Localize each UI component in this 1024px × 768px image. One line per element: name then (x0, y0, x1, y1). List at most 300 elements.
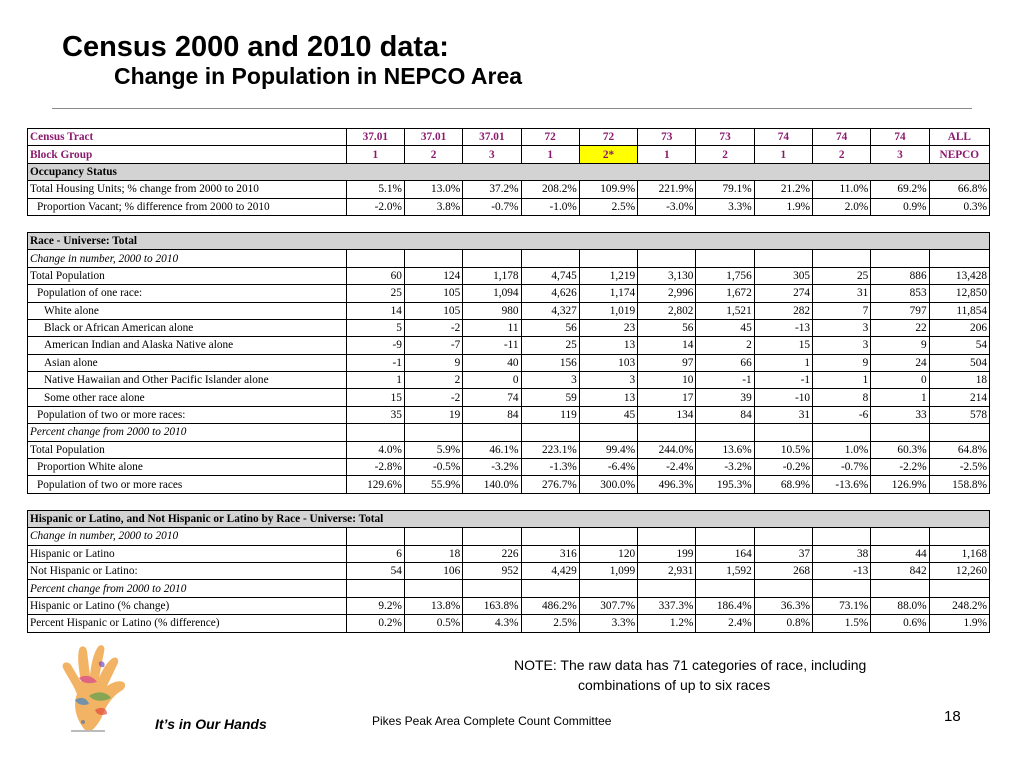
table-cell: 84 (696, 406, 754, 423)
empty-cell (346, 528, 404, 545)
empty-cell (754, 580, 812, 597)
table-cell: 105 (404, 302, 462, 319)
table-cell: 56 (638, 319, 696, 336)
empty-cell (813, 424, 871, 441)
row-label: Hispanic or Latino (% change) (28, 597, 347, 614)
table-cell: 21.2% (754, 181, 812, 198)
table-cell: 156 (521, 354, 579, 371)
table-cell: 1,672 (696, 285, 754, 302)
table-cell: 10.5% (754, 441, 812, 458)
table-cell: 206 (929, 319, 989, 336)
table-cell: 2,931 (638, 562, 696, 579)
row-label: Black or African American alone (28, 319, 347, 336)
table-cell: 0.6% (871, 615, 929, 632)
table-cell: 99.4% (579, 441, 637, 458)
subsection-caption: Change in number, 2000 to 2010 (28, 528, 347, 545)
table-cell: 36.3% (754, 597, 812, 614)
table-cell: 2.5% (579, 198, 637, 215)
empty-cell (813, 528, 871, 545)
table-cell: -6.4% (579, 459, 637, 476)
table-cell: -3.2% (463, 459, 521, 476)
subsection-caption-row (28, 580, 990, 597)
header-cell: 37.01 (463, 129, 521, 146)
header-cell: 2* (579, 146, 637, 163)
header-cell: 37.01 (404, 129, 462, 146)
header-cell: 1 (346, 146, 404, 163)
header-cell: ALL (929, 129, 989, 146)
table-cell: 103 (579, 354, 637, 371)
empty-cell (463, 580, 521, 597)
table-cell: -3.2% (696, 459, 754, 476)
table-cell: 13,428 (929, 267, 989, 284)
table-cell: 11,854 (929, 302, 989, 319)
empty-cell (404, 528, 462, 545)
row-label: Proportion Vacant; % difference from 2000 to 2010 (28, 198, 347, 215)
table-cell: 1.9% (929, 615, 989, 632)
table-row (28, 597, 990, 614)
table-cell: 1 (754, 354, 812, 371)
table-cell: 1.9% (754, 198, 812, 215)
table-cell: -0.2% (754, 459, 812, 476)
header-cell: 1 (638, 146, 696, 163)
row-label: Proportion White alone (28, 459, 347, 476)
table-cell: 38 (813, 545, 871, 562)
table-cell: 0 (871, 372, 929, 389)
empty-cell (404, 580, 462, 597)
table-cell: 64.8% (929, 441, 989, 458)
header-cell: 1 (521, 146, 579, 163)
table-cell: 14 (638, 337, 696, 354)
row-label: Population of two or more races: (28, 406, 347, 423)
table-cell: -11 (463, 337, 521, 354)
empty-cell (521, 580, 579, 597)
table-row (28, 476, 990, 493)
header-cell: NEPCO (929, 146, 989, 163)
table-cell: 66 (696, 354, 754, 371)
header-block-group-row (28, 146, 990, 163)
table-cell: 74 (463, 389, 521, 406)
table-cell: 4.3% (463, 615, 521, 632)
empty-cell (813, 250, 871, 267)
empty-cell (696, 250, 754, 267)
table-cell: 208.2% (521, 181, 579, 198)
table-row (28, 181, 990, 198)
table-cell: 305 (754, 267, 812, 284)
table-cell: 886 (871, 267, 929, 284)
table-cell: 4,626 (521, 285, 579, 302)
table-cell: 97 (638, 354, 696, 371)
table-cell: 1.2% (638, 615, 696, 632)
table-cell: 1,174 (579, 285, 637, 302)
table-cell: 797 (871, 302, 929, 319)
table-cell: 3,130 (638, 267, 696, 284)
header-census-tract-row (28, 129, 990, 146)
spacer (28, 215, 990, 232)
table-cell: 22 (871, 319, 929, 336)
table-row (28, 406, 990, 423)
table-cell: -9 (346, 337, 404, 354)
table-cell: 0.9% (871, 198, 929, 215)
table-cell: 2.4% (696, 615, 754, 632)
header-cell: 73 (638, 129, 696, 146)
table-cell: 8 (813, 389, 871, 406)
table-cell: 13.0% (404, 181, 462, 198)
header-cell: 2 (696, 146, 754, 163)
table-cell: 13.6% (696, 441, 754, 458)
table-cell: 980 (463, 302, 521, 319)
table-cell: 1 (346, 372, 404, 389)
title-block (62, 30, 522, 90)
header-cell: 2 (813, 146, 871, 163)
table-cell: -1 (754, 372, 812, 389)
table-cell: 3 (813, 337, 871, 354)
empty-cell (696, 580, 754, 597)
row-label: Not Hispanic or Latino: (28, 562, 347, 579)
empty-cell (638, 250, 696, 267)
table-cell: 3 (579, 372, 637, 389)
census-table (27, 128, 990, 633)
table-cell: 337.3% (638, 597, 696, 614)
table-cell: 12,850 (929, 285, 989, 302)
empty-cell (404, 250, 462, 267)
table-cell: -2.2% (871, 459, 929, 476)
table-cell: 3.3% (696, 198, 754, 215)
table-cell: 2.0% (813, 198, 871, 215)
table-cell: -2 (404, 389, 462, 406)
table-cell: 1,219 (579, 267, 637, 284)
table-cell: 109.9% (579, 181, 637, 198)
empty-cell (696, 424, 754, 441)
table-cell: -13.6% (813, 476, 871, 493)
note (514, 655, 866, 695)
table-cell: 186.4% (696, 597, 754, 614)
table-cell: 3 (521, 372, 579, 389)
empty-cell (579, 424, 637, 441)
table-cell: 2.5% (521, 615, 579, 632)
empty-cell (754, 528, 812, 545)
table-cell: 4,327 (521, 302, 579, 319)
empty-cell (754, 250, 812, 267)
table-row (28, 354, 990, 371)
header-cell: 3 (871, 146, 929, 163)
empty-cell (871, 250, 929, 267)
empty-cell (579, 528, 637, 545)
table-cell: 33 (871, 406, 929, 423)
table-cell: 25 (346, 285, 404, 302)
page-number: 18 (944, 708, 961, 725)
subsection-caption-row (28, 528, 990, 545)
table-cell: 84 (463, 406, 521, 423)
tagline: It’s in Our Hands (155, 716, 267, 732)
table-cell: 60.3% (871, 441, 929, 458)
table-cell: 276.7% (521, 476, 579, 493)
empty-cell (813, 580, 871, 597)
table-cell: 2,996 (638, 285, 696, 302)
table-cell: 0.2% (346, 615, 404, 632)
table-cell: 11.0% (813, 181, 871, 198)
table-cell: 9 (871, 337, 929, 354)
subsection-caption: Change in number, 2000 to 2010 (28, 250, 347, 267)
table-cell: 60 (346, 267, 404, 284)
table-cell: 2 (404, 372, 462, 389)
table-cell: 1 (871, 389, 929, 406)
table-cell: -2.0% (346, 198, 404, 215)
table-cell: 504 (929, 354, 989, 371)
table-cell: 24 (871, 354, 929, 371)
table-cell: 9 (404, 354, 462, 371)
table-cell: 19 (404, 406, 462, 423)
table-cell: 1,019 (579, 302, 637, 319)
header-cell: 2 (404, 146, 462, 163)
table-cell: 1,756 (696, 267, 754, 284)
table-cell: 307.7% (579, 597, 637, 614)
table-cell: 23 (579, 319, 637, 336)
section-title: Race - Universe: Total (28, 232, 990, 249)
table-row (28, 372, 990, 389)
table-cell: 15 (754, 337, 812, 354)
empty-cell (638, 424, 696, 441)
spacer (28, 493, 990, 510)
table-cell: 3 (813, 319, 871, 336)
header-cell: 74 (813, 129, 871, 146)
header-cell: 74 (754, 129, 812, 146)
header-cell: 72 (579, 129, 637, 146)
empty-cell (521, 528, 579, 545)
table-cell: 486.2% (521, 597, 579, 614)
table-row (28, 285, 990, 302)
table-cell: 37.2% (463, 181, 521, 198)
table-row (28, 337, 990, 354)
table-cell: 35 (346, 406, 404, 423)
table-cell: 56 (521, 319, 579, 336)
section-header (28, 510, 990, 527)
empty-cell (754, 424, 812, 441)
table-cell: 73.1% (813, 597, 871, 614)
table-cell: 0.8% (754, 615, 812, 632)
row-label: White alone (28, 302, 347, 319)
table-cell: 158.8% (929, 476, 989, 493)
table-row (28, 198, 990, 215)
table-cell: -2.8% (346, 459, 404, 476)
footer-text: Pikes Peak Area Complete Count Committee (372, 714, 612, 728)
table-cell: 4,429 (521, 562, 579, 579)
table-cell: 129.6% (346, 476, 404, 493)
table-cell: 105 (404, 285, 462, 302)
table-cell: 5 (346, 319, 404, 336)
table-cell: 9 (813, 354, 871, 371)
table-cell: 39 (696, 389, 754, 406)
table-cell: 1,592 (696, 562, 754, 579)
table-cell: -13 (754, 319, 812, 336)
table-cell: 3.3% (579, 615, 637, 632)
spacer-row (28, 493, 990, 510)
page-subtitle: Change in Population in NEPCO Area (114, 63, 523, 89)
row-label: Asian alone (28, 354, 347, 371)
table-cell: 134 (638, 406, 696, 423)
table-cell: 195.3% (696, 476, 754, 493)
table-row (28, 389, 990, 406)
empty-cell (871, 580, 929, 597)
empty-cell (638, 580, 696, 597)
table-cell: 952 (463, 562, 521, 579)
table-cell: -0.7% (813, 459, 871, 476)
table-cell: 2,802 (638, 302, 696, 319)
table-cell: 0.3% (929, 198, 989, 215)
table-cell: -2.5% (929, 459, 989, 476)
empty-cell (463, 528, 521, 545)
table-cell: 214 (929, 389, 989, 406)
table-row (28, 545, 990, 562)
table-cell: 248.2% (929, 597, 989, 614)
table-cell: 842 (871, 562, 929, 579)
row-label: Percent Hispanic or Latino (% difference) (28, 615, 347, 632)
table-cell: 3.8% (404, 198, 462, 215)
empty-cell (463, 424, 521, 441)
table-cell: -2.4% (638, 459, 696, 476)
table-cell: 223.1% (521, 441, 579, 458)
table-cell: 59 (521, 389, 579, 406)
table-cell: -1 (696, 372, 754, 389)
table-cell: 55.9% (404, 476, 462, 493)
row-label: Some other race alone (28, 389, 347, 406)
note-line-1: NOTE: The raw data has 71 categories of race, including (514, 657, 867, 673)
table-cell: 316 (521, 545, 579, 562)
table-cell: 9.2% (346, 597, 404, 614)
table-cell: 13 (579, 337, 637, 354)
table-cell: 244.0% (638, 441, 696, 458)
row-label: Population of two or more races (28, 476, 347, 493)
empty-cell (929, 528, 989, 545)
table-cell: 1,099 (579, 562, 637, 579)
table-cell: 5.9% (404, 441, 462, 458)
empty-cell (404, 424, 462, 441)
empty-cell (579, 250, 637, 267)
empty-cell (638, 528, 696, 545)
table-cell: -13 (813, 562, 871, 579)
table-cell: 6 (346, 545, 404, 562)
table-cell: 40 (463, 354, 521, 371)
table-cell: 1.0% (813, 441, 871, 458)
table-cell: 79.1% (696, 181, 754, 198)
table-cell: 11 (463, 319, 521, 336)
table-cell: 15 (346, 389, 404, 406)
empty-cell (463, 250, 521, 267)
section-title: Occupancy Status (28, 163, 990, 180)
table-cell: 853 (871, 285, 929, 302)
table-cell: 1,094 (463, 285, 521, 302)
title-divider (52, 108, 972, 109)
empty-cell (929, 250, 989, 267)
table-cell: 274 (754, 285, 812, 302)
table-cell: 31 (813, 285, 871, 302)
table-cell: 12,260 (929, 562, 989, 579)
table-cell: 44 (871, 545, 929, 562)
table-cell: -0.5% (404, 459, 462, 476)
table-cell: 45 (696, 319, 754, 336)
table-cell: 226 (463, 545, 521, 562)
table-cell: 14 (346, 302, 404, 319)
table-row (28, 459, 990, 476)
table-row (28, 615, 990, 632)
header-cell: 1 (754, 146, 812, 163)
header-label: Census Tract (28, 129, 347, 146)
empty-cell (871, 528, 929, 545)
header-cell: 3 (463, 146, 521, 163)
table-cell: 4.0% (346, 441, 404, 458)
subsection-caption-row (28, 424, 990, 441)
table-cell: 10 (638, 372, 696, 389)
table-cell: -0.7% (463, 198, 521, 215)
table-cell: 25 (813, 267, 871, 284)
table-cell: 1.5% (813, 615, 871, 632)
table-cell: 268 (754, 562, 812, 579)
row-label: Population of one race: (28, 285, 347, 302)
table-cell: 119 (521, 406, 579, 423)
table-cell: 1,521 (696, 302, 754, 319)
spacer-row (28, 215, 990, 232)
empty-cell (346, 424, 404, 441)
table-cell: 120 (579, 545, 637, 562)
table-cell: 4,745 (521, 267, 579, 284)
page-title: Census 2000 and 2010 data: (62, 31, 449, 63)
table-cell: 54 (346, 562, 404, 579)
table-cell: 300.0% (579, 476, 637, 493)
table-cell: 31 (754, 406, 812, 423)
section-header (28, 232, 990, 249)
table-cell: 54 (929, 337, 989, 354)
header-cell: 72 (521, 129, 579, 146)
table-cell: 282 (754, 302, 812, 319)
header-cell: 37.01 (346, 129, 404, 146)
row-label: Total Population (28, 267, 347, 284)
table-cell: -3.0% (638, 198, 696, 215)
table-cell: 5.1% (346, 181, 404, 198)
table-row (28, 267, 990, 284)
table-cell: 164 (696, 545, 754, 562)
empty-cell (696, 528, 754, 545)
table-row (28, 562, 990, 579)
table-cell: -2 (404, 319, 462, 336)
empty-cell (521, 424, 579, 441)
table-cell: 13 (579, 389, 637, 406)
table-cell: -6 (813, 406, 871, 423)
table-row (28, 441, 990, 458)
table-cell: 37 (754, 545, 812, 562)
empty-cell (346, 250, 404, 267)
header-cell: 74 (871, 129, 929, 146)
table-cell: 17 (638, 389, 696, 406)
empty-cell (929, 580, 989, 597)
table-cell: 0 (463, 372, 521, 389)
empty-cell (346, 580, 404, 597)
note-line-2: combinations of up to six races (578, 677, 771, 693)
table-cell: 124 (404, 267, 462, 284)
table-cell: 1,178 (463, 267, 521, 284)
table-cell: -1.3% (521, 459, 579, 476)
table-cell: -1.0% (521, 198, 579, 215)
table-cell: 140.0% (463, 476, 521, 493)
empty-cell (579, 580, 637, 597)
table-cell: 106 (404, 562, 462, 579)
table-cell: -7 (404, 337, 462, 354)
table-cell: 46.1% (463, 441, 521, 458)
table-cell: 66.8% (929, 181, 989, 198)
table-cell: 0.5% (404, 615, 462, 632)
empty-cell (929, 424, 989, 441)
subsection-caption: Percent change from 2000 to 2010 (28, 580, 347, 597)
table-cell: 25 (521, 337, 579, 354)
table-cell: 1,168 (929, 545, 989, 562)
